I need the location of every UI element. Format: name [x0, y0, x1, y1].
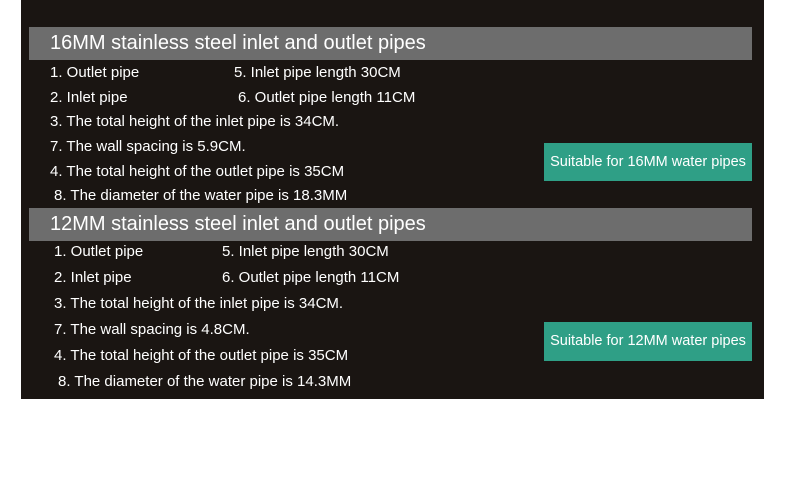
badge-12mm-suitable: Suitable for 12MM water pipes: [544, 322, 752, 361]
spec-16mm-outlet-length: 6. Outlet pipe length 11CM: [238, 89, 416, 106]
spec-16mm-inlet-height: 3. The total height of the inlet pipe is 34CM.: [50, 113, 340, 130]
section-12mm-title: 12MM stainless steel inlet and outlet pipes: [29, 208, 752, 241]
spec-16mm-outlet-pipe: 1. Outlet pipe: [50, 64, 140, 81]
spec-16mm-outlet-height: 4. The total height of the outlet pipe is 35CM: [50, 163, 345, 180]
spec-12mm-outlet-pipe: 1. Outlet pipe: [54, 243, 144, 260]
spec-12mm-inlet-length: 5. Inlet pipe length 30CM: [222, 243, 389, 260]
spec-12mm-outlet-length: 6. Outlet pipe length 11CM: [222, 269, 400, 286]
spec-16mm-pipe-diameter: 8. The diameter of the water pipe is 18.3MM: [54, 187, 348, 204]
spec-16mm-inlet-pipe: 2. Inlet pipe: [50, 89, 128, 106]
spec-16mm-wall-spacing: 7. The wall spacing is 5.9CM.: [50, 138, 246, 155]
section-16mm-title: 16MM stainless steel inlet and outlet pipes: [29, 27, 752, 60]
spec-12mm-pipe-diameter: 8. The diameter of the water pipe is 14.3MM: [58, 373, 352, 390]
spec-16mm-inlet-length: 5. Inlet pipe length 30CM: [234, 64, 401, 81]
spec-12mm-inlet-height: 3. The total height of the inlet pipe is 34CM.: [54, 295, 344, 312]
badge-16mm-suitable: Suitable for 16MM water pipes: [544, 143, 752, 181]
spec-12mm-outlet-height: 4. The total height of the outlet pipe is 35CM: [54, 347, 349, 364]
spec-12mm-wall-spacing: 7. The wall spacing is 4.8CM.: [54, 321, 250, 338]
spec-12mm-inlet-pipe: 2. Inlet pipe: [54, 269, 132, 286]
